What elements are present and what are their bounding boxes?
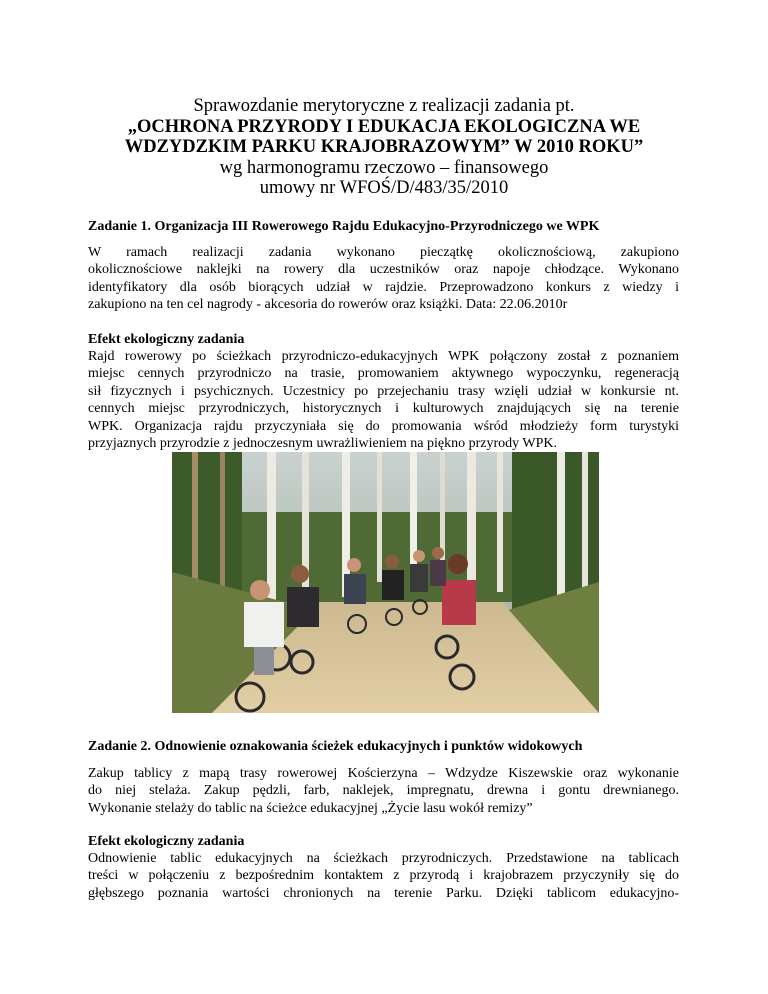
task2-line: Zakup tablicy z mapą trasy rowerowej Kościerzyna – Wdzydze Kiszewskie oraz wykonanie [88, 766, 679, 781]
task1-effect-line: cennych miejsc przyrodniczych, historycznych i kulturowych znajdujących się na terenie [88, 401, 679, 417]
document-title [100, 96, 668, 199]
task1-effect-line: Rajd rowerowy po ścieżkach przyrodniczo-edukacyjnych WPK połączony został z poznaniem [88, 349, 679, 364]
task2-effect-paragraph [88, 850, 679, 902]
cyclists-photo [172, 452, 599, 713]
task1-heading: Zadanie 1. Organizacja III Rowerowego Rajdu Edukacyjno-Przyrodniczego we WPK [88, 219, 600, 234]
title-line-2: „OCHRONA PRZYRODY I EDUKACJA EKOLOGICZNA WE [127, 116, 641, 137]
task2-effect-line: głębszego poznania wartości chronionych na terenie Parku. Dzięki tablicom edukacyjno- [88, 885, 679, 901]
task1-effect-line: sił fizycznych i psychicznych. Uczestnicy po przejechaniu trasy wzięli udział w konkursie nt. [88, 383, 679, 399]
title-line-5: umowy nr WFOŚ/D/483/35/2010 [259, 178, 509, 198]
task1-effect-line: WPK. Organizacja rajdu przyczyniała się do promowania wśród młodzieży form turystyki [88, 418, 679, 434]
task1-line: okolicznościowe naklejki na rowery dla uczestników oraz napoje chłodzące. Wykonano [88, 262, 679, 278]
task2-heading: Zadanie 2. Odnowienie oznakowania ścieżek edukacyjnych i punktów widokowych [88, 739, 583, 754]
title-line-1: Sprawozdanie merytoryczne z realizacji zadania pt. [193, 96, 575, 116]
task1-effect-heading: Efekt ekologiczny zadania [88, 332, 245, 347]
task2-effect-heading: Efekt ekologiczny zadania [88, 834, 245, 849]
task1-effect-line: miejsc cennych przyrodniczo na trasie, promowaniem aktywnego wypoczynku, regeneracją [88, 366, 679, 382]
title-line-4: wg harmonogramu rzeczowo – finansowego [219, 157, 549, 178]
task2-effect-line: Odnowienie tablic edukacyjnych na ścieżkach przyrodniczych. Przedstawione na tablicach [88, 851, 679, 866]
task1-line: identyfikatory dla osób biorących udział w rajdzie. Przeprowadzono konkurs z wiedzy i [88, 279, 679, 295]
task1-effect-line: przyjaznych przyrodzie z jednoczesnym uwrażliwieniem na piękno przyrody WPK. [88, 436, 557, 452]
task2-line: Wykonanie stelaży do tablic na ścieżce edukacyjnej „Życie lasu wokół remizy” [88, 800, 533, 816]
task1-effect-paragraph [88, 348, 679, 452]
task2-line: do niej stelaża. Zakup pędzli, farb, naklejek, impregnatu, drewna i gontu drewnianego. [88, 783, 679, 799]
task2-paragraph [88, 765, 679, 817]
task1-line: zakupiono na ten cel nagrody - akcesoria do rowerów oraz książki. Data: 22.06.2010r [88, 297, 568, 313]
task1-paragraph [88, 244, 679, 314]
title-line-3: WDZYDZKIM PARKU KRAJOBRAZOWYM” W 2010 ROKU” [124, 137, 644, 157]
task2-effect-line: treści w połączeniu z bezpośrednim kontaktem z przyrodą i krajobrazem przyczyniły się do [88, 868, 679, 884]
task1-line: W ramach realizacji zadania wykonano pieczątkę okolicznościową, zakupiono [88, 245, 679, 260]
